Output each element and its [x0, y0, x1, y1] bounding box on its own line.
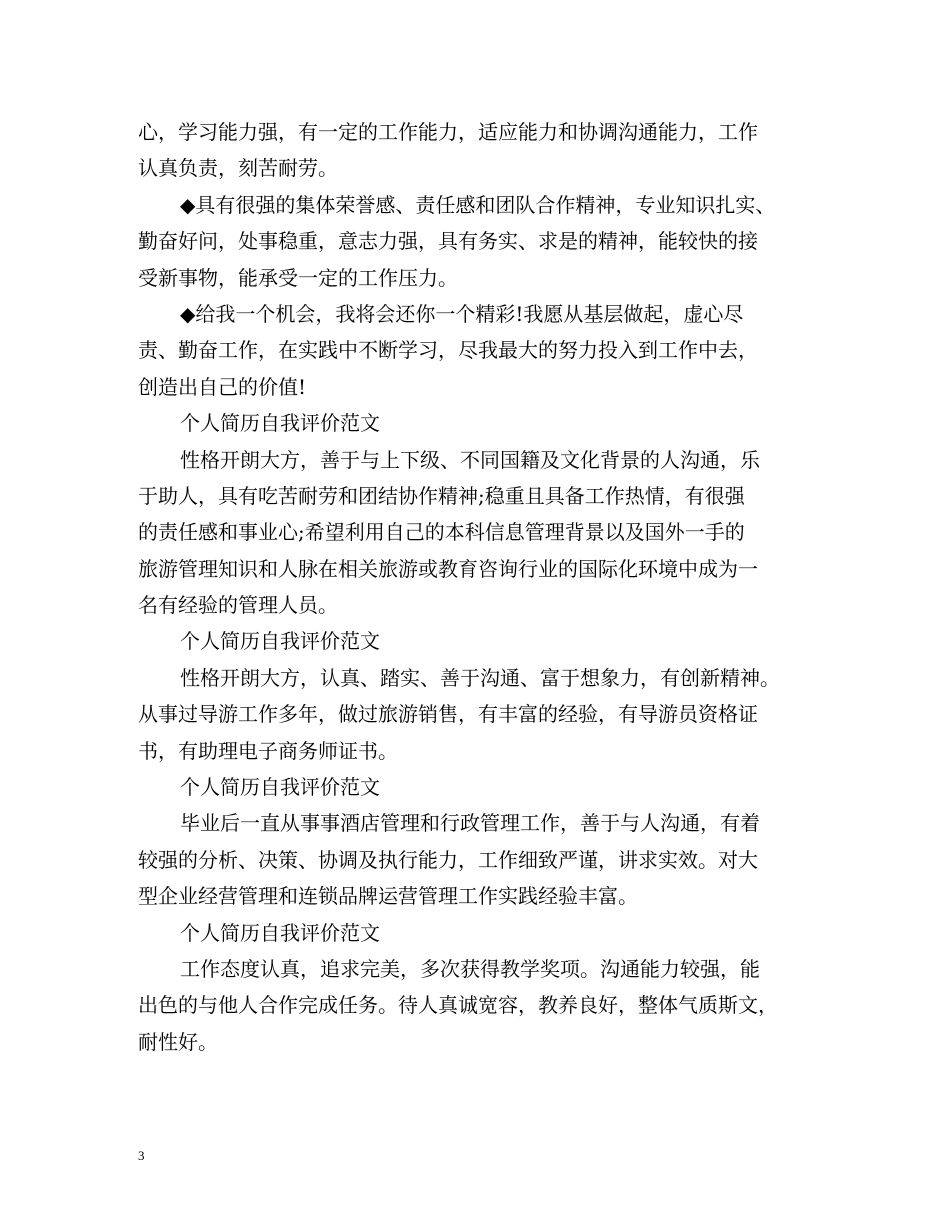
text-line: 勤奋好问，处事稳重，意志力强，具有务实、求是的精神，能较快的接: [138, 229, 758, 254]
section-heading: 个人简历自我评价范文: [180, 629, 380, 654]
text-line: 于助人，具有吃苦耐劳和团结协作精神;稳重且具备工作热情，有很强: [138, 483, 745, 508]
text-line: 性格开朗大方，善于与上下级、不同国籍及文化背景的人沟通，乐: [180, 447, 760, 472]
page-number: 3: [138, 1148, 145, 1163]
section-heading: 个人简历自我评价范文: [180, 920, 380, 945]
text-line: 性格开朗大方，认真、踏实、善于沟通、富于想象力，有创新精神。: [180, 665, 780, 690]
text-line: 心，学习能力强，有一定的工作能力，适应能力和协调沟通能力，工作: [138, 120, 758, 144]
text-line: 旅游管理知识和人脉在相关旅游或教育咨询行业的国际化环境中成为一: [138, 556, 758, 581]
text-line: 从事过导游工作多年，做过旅游销售，有丰富的经验，有导游员资格证: [138, 702, 758, 727]
bullet-line: ◆具有很强的集体荣誉感、责任感和团队合作精神，专业知识扎实、: [180, 192, 776, 217]
text-line: 的责任感和事业心;希望利用自己的本科信息管理背景以及国外一手的: [138, 520, 745, 545]
text-line: 创造出自己的价值!: [138, 374, 307, 399]
text-line: 工作态度认真，追求完美，多次获得教学奖项。沟通能力较强，能: [180, 956, 760, 981]
document-body: [138, 114, 832, 1060]
text-line: 名有经验的管理人员。: [138, 593, 338, 618]
text-line: 受新事物，能承受一定的工作压力。: [138, 265, 458, 290]
bullet-line: ◆给我一个机会，我将会还你一个精彩!我愿从基层做起，虚心尽: [180, 301, 744, 326]
text-line: 出色的与他人合作完成任务。待人真诚宽容，教养良好，整体气质斯文，: [138, 993, 778, 1018]
text-line: 耐性好。: [138, 1029, 218, 1054]
text-line: 较强的分析、决策、协调及执行能力，工作细致严谨，讲求实效。对大: [138, 847, 758, 872]
text-line: 书，有助理电子商务师证书。: [138, 738, 398, 763]
section-heading: 个人简历自我评价范文: [180, 411, 380, 436]
text-line: 型企业经营管理和连锁品牌运营管理工作实践经验丰富。: [138, 884, 638, 909]
section-heading: 个人简历自我评价范文: [180, 775, 380, 800]
text-line: 责、勤奋工作，在实践中不断学习，尽我最大的努力投入到工作中去，: [138, 338, 758, 363]
text-line: 认真负责，刻苦耐劳。: [138, 156, 338, 181]
text-line: 毕业后一直从事事酒店管理和行政管理工作，善于与人沟通，有着: [180, 811, 760, 836]
